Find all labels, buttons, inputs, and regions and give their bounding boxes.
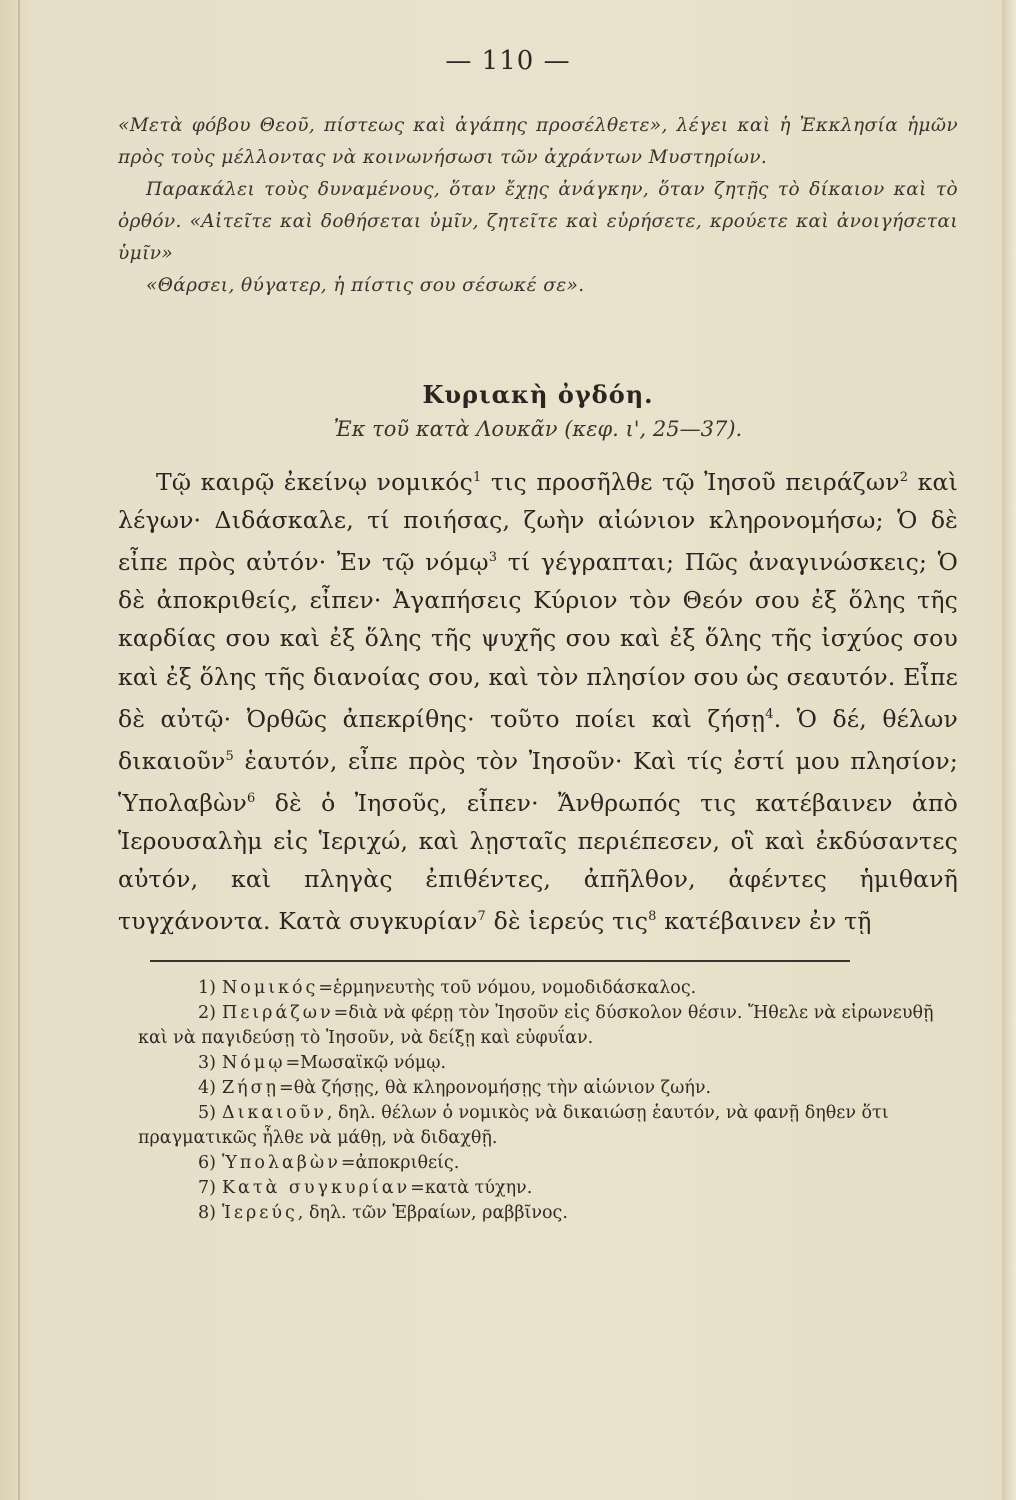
footnote-text: κατὰ τύχην. <box>424 1178 533 1199</box>
footnote-divider <box>150 960 850 962</box>
page-number: — 110 — <box>445 46 571 76</box>
body-text-run: . Ὁ δέ, θέλων δικαιοῦν <box>118 704 958 775</box>
footnote-separator: = <box>285 1053 301 1074</box>
footnote-separator: = <box>333 1003 349 1024</box>
footnote <box>118 1201 958 1226</box>
footnote-separator: = <box>410 1178 425 1199</box>
footnote-ref: 7 <box>477 909 486 925</box>
page-left-edge <box>18 0 20 1500</box>
body-text-run: ἑαυτόν, εἶπε πρὸς τὸν Ἰησοῦν· Καὶ τίς ἐστί μου πλησίον; Ὑπολαβὼν <box>118 746 958 817</box>
footnote-separator: = <box>318 978 333 999</box>
footnote-ref: 1 <box>472 470 482 485</box>
footnote <box>118 1101 958 1151</box>
intro-paragraph: «Θάρσει, θύγατερ, ἡ πίστις σου σέσωκέ σε». <box>146 275 585 296</box>
footnote-ref: 3 <box>488 550 498 566</box>
footnote-number: 1) <box>198 978 216 999</box>
page-content <box>118 110 958 1226</box>
footnote-separator: = <box>279 1078 294 1099</box>
body-text-run: δὲ ὁ Ἰησοῦς, εἶπεν· Ἄνθρωπός τις κατέβαινεν ἀπὸ Ἱερουσαλὴμ εἰς Ἱεριχώ, καὶ λῃσταῖς περιέπεσεν, οἳ καὶ ἐκδύσαντες αὐτόν, καὶ πληγὰς ἐπιθέντες, ἀπῆλθον, ἀφέντες ἡμιθανῆ τυγχάνοντα. Κατὰ συγκυρίαν <box>118 788 958 936</box>
footnote-ref: 5 <box>225 748 234 764</box>
footnote-term: Κατὰ συγκυρίαν <box>221 1178 411 1199</box>
footnote-separator: = <box>340 1153 356 1174</box>
footnote-text: δηλ. θέλων ὁ νομικὸς νὰ δικαιώσῃ ἑαυτόν, νὰ φανῇ δηθεν ὅτι πραγματικῶς ἦλθε νὰ μάθῃ, νὰ διδαχθῇ. <box>138 1103 889 1149</box>
footnote-ref: 6 <box>246 790 256 806</box>
footnote-number: 3) <box>198 1053 216 1074</box>
body-text-run: Τῷ καιρῷ ἐκείνῳ νομικός <box>156 467 473 496</box>
footnote-term: Δικαιοῦν <box>221 1103 327 1124</box>
footnote-number: 5) <box>198 1103 216 1124</box>
footnote-term: Νομικός <box>221 978 319 999</box>
section-subheading: Ἐκ τοῦ κατὰ Λουκᾶν (κεφ. ι', 25—37). <box>333 417 743 441</box>
footnote <box>118 1151 958 1176</box>
footnote-text: θὰ ζήσῃς, θὰ κληρονομήσῃς τὴν αἰώνιον ζωήν. <box>293 1078 712 1099</box>
section-heading: Κυριακὴ ὀγδόη. <box>422 380 654 409</box>
footnote-ref: 2 <box>899 470 909 485</box>
intro-paragraph: «Μετὰ φόβου Θεοῦ, πίστεως καὶ ἀγάπης προσέλθετε», λέγει καὶ ἡ Ἐκκλησία ἡμῶν πρὸς τοὺς μέλλοντας νὰ κοινωνήσωσι τῶν ἀχράντων Μυστηρίων. <box>118 115 958 168</box>
footnote-number: 6) <box>198 1153 216 1174</box>
footnote-number: 7) <box>198 1178 216 1199</box>
footnote-number: 8) <box>198 1203 216 1224</box>
footnote <box>118 1051 958 1076</box>
footnote <box>118 1076 958 1101</box>
footnote-text: ἑρμηνευτὴς τοῦ νόμου, νομοδιδάσκαλος. <box>333 978 697 999</box>
footnote-separator: , <box>297 1203 309 1224</box>
footnote-term: Ζήσῃ <box>221 1078 280 1099</box>
footnote-separator: , <box>326 1103 339 1124</box>
footnote <box>118 1176 958 1201</box>
body-text-run: τί γέγραπται; Πῶς ἀναγινώσκεις; Ὁ δὲ ἀποκριθείς, εἶπεν· Ἀγαπήσεις Κύριον τὸν Θεόν σου ἐξ ὅλης τῆς καρδίας σου καὶ ἐξ ὅλης τῆς ψυχῆς σου καὶ ἐξ ὅλης τῆς ἰσχύος σου καὶ ἐξ ὅλης τῆς διανοίας σου, καὶ τὸν πλησίον σου ὡς σεαυτόν. Εἶπε δὲ αὐτῷ· Ὀρθῶς ἀπεκρίθης· τοῦτο ποίει καὶ ζήσῃ <box>118 548 958 733</box>
gospel-text <box>118 459 958 940</box>
intro-section <box>118 110 958 302</box>
page-right-edge <box>1002 0 1016 1500</box>
footnote-term: Νόμῳ <box>221 1053 286 1074</box>
footnote-term: Πειράζων <box>221 1003 334 1024</box>
footnote-term: Ὑπολαβὼν <box>221 1153 341 1174</box>
footnote-text: δηλ. τῶν Ἑβραίων, ραββῖνος. <box>308 1203 568 1224</box>
footnote <box>118 1001 958 1051</box>
footnotes <box>118 976 958 1226</box>
body-text-run: κατέβαινεν ἐν τῇ <box>656 907 872 936</box>
body-text-run: τις προσῆλθε τῷ Ἰησοῦ πειράζων <box>481 467 900 496</box>
footnote-term: Ἱερεύς <box>221 1203 298 1224</box>
footnote-text: ἀποκριθείς. <box>355 1153 460 1174</box>
footnote-text: Μωσαϊκῷ νόμῳ. <box>300 1053 447 1074</box>
body-text-run: καὶ λέγων· Διδάσκαλε, τί ποιήσας, ζωὴν αἰώνιον κληρονομήσω; Ὁ δὲ εἶπε πρὸς αὐτόν· Ἐν τῷ νόμῳ <box>118 467 958 577</box>
body-text-run: δὲ ἱερεύς τις <box>485 907 649 936</box>
footnote-ref: 4 <box>765 706 774 722</box>
intro-paragraph: Παρακάλει τοὺς δυναμένους, ὅταν ἔχῃς ἀνάγκην, ὅταν ζητῇς τὸ δίκαιον καὶ τὸ ὀρθόν. «Αἰτεῖτε καὶ δοθήσεται ὑμῖν, ζητεῖτε καὶ εὑρήσετε, κρούετε καὶ ἀνοιγήσεται ὑμῖν» <box>118 179 958 264</box>
footnote-text: διὰ νὰ φέρῃ τὸν Ἰησοῦν εἰς δύσκολον θέσιν. Ἤθελε νὰ εἰρωνευθῇ καὶ νὰ παγιδεύσῃ τὸ Ἰησοῦν, νὰ δείξῃ καὶ εὐφυΐαν. <box>138 1003 934 1049</box>
footnote <box>118 976 958 1001</box>
footnote-ref: 8 <box>648 909 657 925</box>
footnote-number: 4) <box>198 1078 216 1099</box>
footnote-number: 2) <box>198 1003 216 1024</box>
